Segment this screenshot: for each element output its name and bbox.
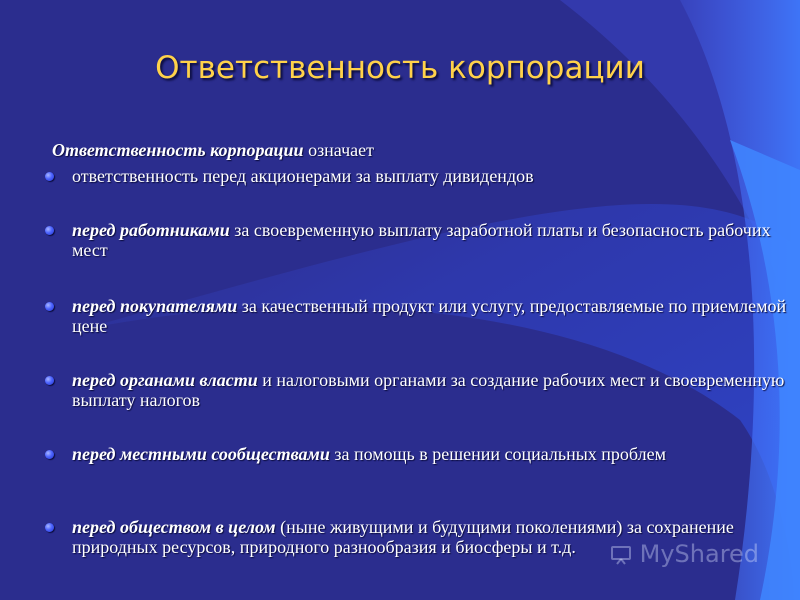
item-text: (ныне живущими и будущими поколениями) за сохранение природных ресурсов, природного разнообразия и биосферы и т.д. xyxy=(72,517,734,557)
bullet-icon xyxy=(45,226,54,235)
item-emphasis: перед местными сообществами xyxy=(72,444,330,464)
list-item xyxy=(72,296,792,336)
watermark-text: MyShared xyxy=(639,540,760,568)
item-text: за своевременную выплату заработной платы и безопасность рабочих мест xyxy=(72,220,771,260)
bullet-icon xyxy=(45,172,54,181)
intro-text: означает xyxy=(303,140,374,160)
list-item xyxy=(72,166,792,186)
list-item xyxy=(72,220,792,260)
item-emphasis: перед покупателями xyxy=(72,296,238,316)
presentation-icon xyxy=(610,543,632,565)
item-text: и налоговыми органами за создание рабочих мест и своевременную выплату налогов xyxy=(72,370,785,410)
item-text: за качественный продукт или услугу, предоставляемые по приемлемой цене xyxy=(72,296,787,336)
watermark xyxy=(610,540,759,568)
item-emphasis: перед обществом в целом xyxy=(72,517,276,537)
item-emphasis: перед органами власти xyxy=(72,370,258,390)
item-text: ответственность перед акционерами за выплату дивидендов xyxy=(72,166,534,186)
item-emphasis: перед работниками xyxy=(72,220,230,240)
intro-line xyxy=(52,140,374,160)
bullet-icon xyxy=(45,523,54,532)
bullet-icon xyxy=(45,376,54,385)
item-text: за помощь в решении социальных проблем xyxy=(329,444,667,464)
list-item xyxy=(72,370,792,410)
slide-title: Ответственность корпорации xyxy=(155,50,645,86)
intro-emphasis: Ответственность корпорации xyxy=(52,140,304,160)
list-item xyxy=(72,444,792,464)
bullet-icon xyxy=(45,302,54,311)
bullet-icon xyxy=(45,450,54,459)
